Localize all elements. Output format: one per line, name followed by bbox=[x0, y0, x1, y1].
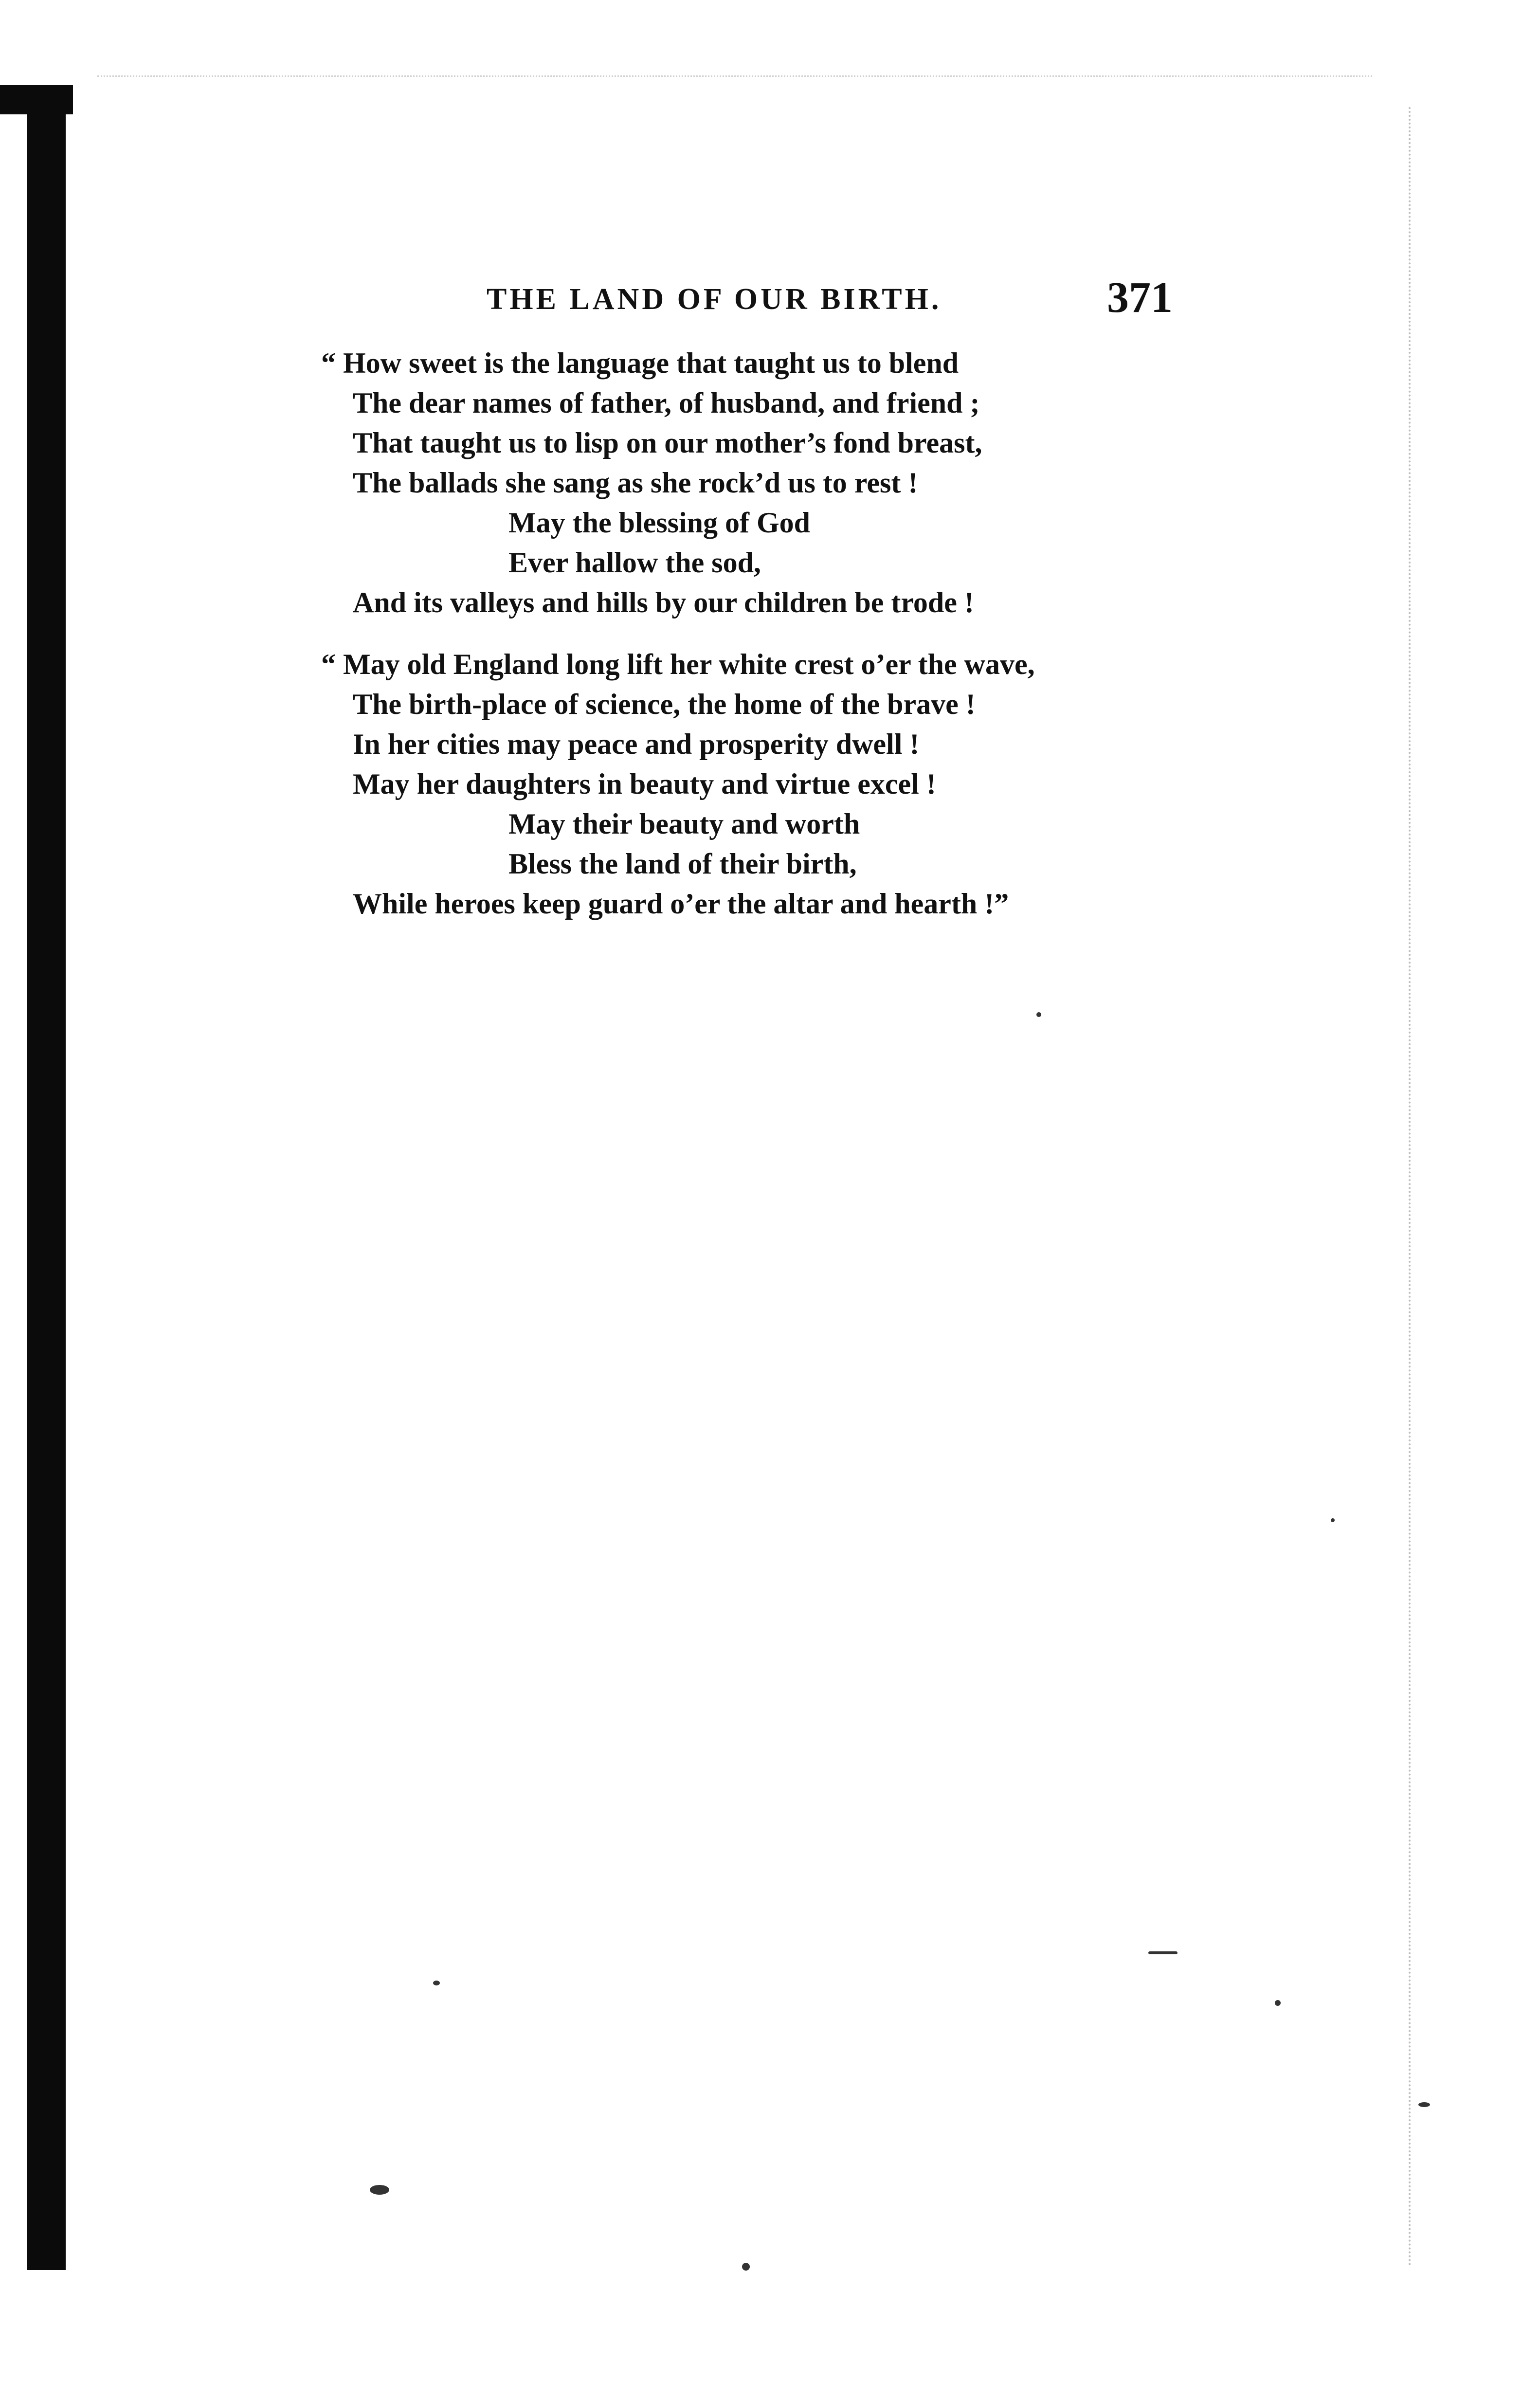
poem-line: May their beauty and worth bbox=[508, 808, 860, 840]
poem-line: The dear names of father, of husband, and friend ; bbox=[353, 387, 980, 419]
scan-speck bbox=[433, 1981, 440, 1985]
scan-speck bbox=[1331, 1518, 1335, 1522]
poem-line: May her daughters in beauty and virtue excel ! bbox=[353, 768, 936, 800]
page-number: 371 bbox=[1107, 273, 1173, 322]
poem-line: “ May old England long lift her white crest o’er the wave, bbox=[321, 648, 1035, 680]
scan-speck bbox=[1275, 2000, 1281, 2006]
page-header bbox=[341, 273, 1192, 331]
stanza-2 bbox=[321, 644, 1246, 924]
running-title: THE LAND OF OUR BIRTH. bbox=[487, 283, 942, 316]
poem-line: And its valleys and hills by our children be trode ! bbox=[353, 586, 974, 618]
binding-edge bbox=[27, 85, 66, 2270]
page-right-edge bbox=[1409, 107, 1411, 2268]
scan-speck bbox=[370, 2185, 389, 2195]
poem-line: “ How sweet is the language that taught us to blend bbox=[321, 347, 959, 379]
scan-speck bbox=[1148, 1951, 1178, 1954]
poem-line: That taught us to lisp on our mother’s fond breast, bbox=[353, 427, 982, 459]
poem-line: Bless the land of their birth, bbox=[508, 848, 857, 880]
scan-speck bbox=[742, 2263, 750, 2271]
poem-line: While heroes keep guard o’er the altar and hearth !” bbox=[353, 888, 1009, 920]
page-top-edge bbox=[97, 75, 1372, 77]
poem-line: The ballads she sang as she rock’d us to rest ! bbox=[353, 467, 918, 499]
poem bbox=[321, 343, 1246, 946]
scan-speck bbox=[1036, 1012, 1041, 1017]
stanza-1 bbox=[321, 343, 1246, 622]
poem-line: In her cities may peace and prosperity dwell ! bbox=[353, 728, 920, 760]
scan-speck bbox=[1418, 2102, 1430, 2107]
poem-line: May the blessing of God bbox=[508, 507, 811, 539]
poem-line: The birth-place of science, the home of the brave ! bbox=[353, 688, 976, 720]
poem-line: Ever hallow the sod, bbox=[508, 546, 761, 579]
